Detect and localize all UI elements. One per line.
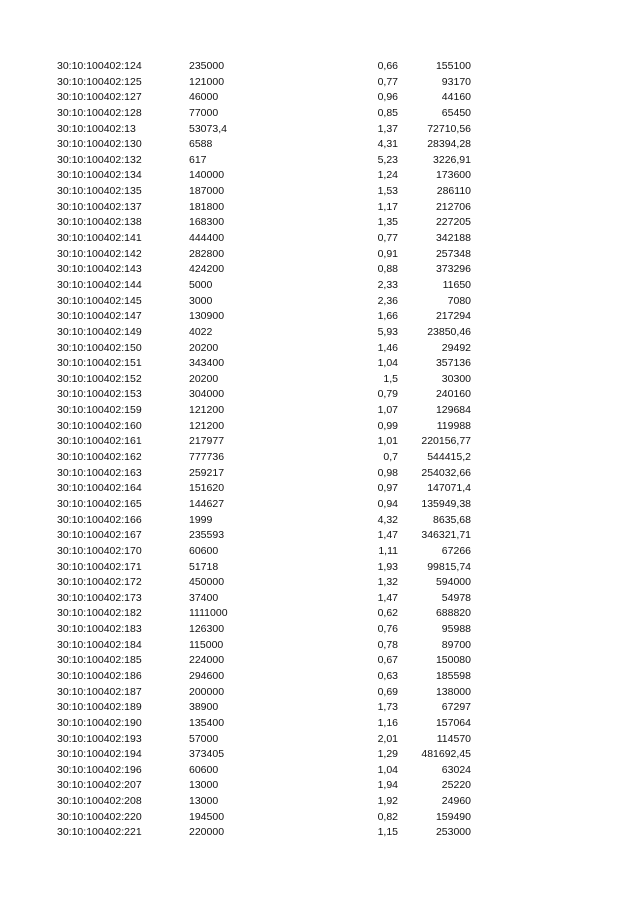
value-cell: 13000 — [189, 779, 219, 792]
table-row — [0, 513, 640, 529]
cadastral-number-cell: 30:10:100402:165 — [57, 497, 142, 510]
value-cell: 20200 — [189, 372, 219, 385]
table-row — [0, 528, 640, 544]
ratio-cell: 0,97 — [377, 482, 398, 495]
table-row — [0, 200, 640, 216]
table-row — [0, 341, 640, 357]
value-cell: 259217 — [189, 466, 225, 479]
value-cell: 121000 — [189, 75, 225, 88]
cadastral-number-cell: 30:10:100402:183 — [57, 623, 142, 636]
cadastral-number-cell: 30:10:100402:124 — [57, 60, 142, 72]
result-cell: 155100 — [435, 60, 471, 72]
value-cell: 194500 — [189, 810, 225, 823]
ratio-cell: 1,47 — [377, 591, 398, 604]
result-cell: 481692,45 — [421, 748, 471, 761]
table-row — [0, 778, 640, 794]
cadastral-number-cell: 30:10:100402:128 — [57, 106, 142, 119]
result-cell: 65450 — [441, 106, 471, 119]
cadastral-number-cell: 30:10:100402:184 — [57, 638, 142, 651]
ratio-cell: 0,78 — [377, 638, 398, 651]
cadastral-number-cell: 30:10:100402:127 — [57, 91, 142, 104]
value-cell: 115000 — [189, 638, 224, 651]
result-cell: 373296 — [435, 263, 471, 276]
table-row — [0, 575, 640, 591]
cadastral-number-cell: 30:10:100402:171 — [57, 560, 142, 573]
ratio-cell: 0,69 — [377, 685, 398, 698]
table-row — [0, 732, 640, 748]
table-row — [0, 231, 640, 247]
result-cell: 54978 — [441, 591, 471, 604]
table-row — [0, 669, 640, 685]
table-row — [0, 716, 640, 732]
value-cell: 168300 — [189, 216, 225, 229]
result-cell: 227205 — [435, 216, 471, 229]
ratio-cell: 1,04 — [377, 357, 398, 370]
table-row — [0, 262, 640, 278]
ratio-cell: 0,63 — [377, 669, 398, 682]
ratio-cell: 1,53 — [377, 185, 398, 198]
value-cell: 60600 — [189, 544, 219, 557]
ratio-cell: 1,24 — [377, 169, 398, 182]
result-cell: 28394,28 — [427, 138, 471, 151]
ratio-cell: 1,15 — [377, 826, 398, 839]
ratio-cell: 0,85 — [377, 106, 398, 119]
cadastral-number-cell: 30:10:100402:193 — [57, 732, 142, 745]
cadastral-number-cell: 30:10:100402:134 — [57, 169, 142, 182]
ratio-cell: 0,62 — [377, 607, 398, 620]
table-row — [0, 137, 640, 153]
cadastral-number-cell: 30:10:100402:166 — [57, 513, 142, 526]
table-row — [0, 810, 640, 826]
value-cell: 144627 — [189, 497, 225, 510]
ratio-cell: 1,32 — [377, 576, 398, 589]
cadastral-number-cell: 30:10:100402:189 — [57, 701, 142, 714]
ratio-cell: 0,76 — [377, 623, 398, 636]
cadastral-number-cell: 30:10:100402:160 — [57, 419, 142, 432]
ratio-cell: 5,93 — [377, 325, 398, 338]
table-row — [0, 685, 640, 701]
table-row — [0, 122, 640, 138]
result-cell: 240160 — [435, 388, 471, 401]
table-row — [0, 450, 640, 466]
result-cell: 114570 — [436, 732, 471, 745]
ratio-cell: 1,66 — [377, 310, 398, 323]
table-row — [0, 560, 640, 576]
ratio-cell: 1,35 — [377, 216, 398, 229]
ratio-cell: 0,67 — [377, 654, 398, 667]
result-cell: 24960 — [441, 795, 471, 808]
table-row — [0, 825, 640, 841]
value-cell: 294600 — [189, 669, 225, 682]
ratio-cell: 0,99 — [377, 419, 398, 432]
cadastral-number-cell: 30:10:100402:220 — [57, 810, 142, 823]
ratio-cell: 0,77 — [377, 75, 398, 88]
result-cell: 138000 — [435, 685, 471, 698]
cadastral-number-cell: 30:10:100402:145 — [57, 294, 142, 307]
ratio-cell: 1,92 — [377, 795, 398, 808]
value-cell: 217977 — [189, 435, 225, 448]
table-row — [0, 794, 640, 810]
result-cell: 93170 — [441, 75, 471, 88]
cadastral-number-cell: 30:10:100402:173 — [57, 591, 142, 604]
result-cell: 30300 — [441, 372, 471, 385]
table-row — [0, 184, 640, 200]
cadastral-number-cell: 30:10:100402:132 — [57, 153, 142, 166]
cadastral-number-cell: 30:10:100402:150 — [57, 341, 142, 354]
ratio-cell: 0,94 — [377, 497, 398, 510]
value-cell: 1999 — [189, 513, 213, 526]
cadastral-number-cell: 30:10:100402:190 — [57, 716, 142, 729]
cadastral-number-cell: 30:10:100402:186 — [57, 669, 142, 682]
cadastral-number-cell: 30:10:100402:163 — [57, 466, 142, 479]
table-row — [0, 481, 640, 497]
result-cell: 346321,71 — [421, 529, 471, 542]
value-cell: 121200 — [189, 419, 225, 432]
value-cell: 53073,4 — [189, 122, 227, 135]
cadastral-number-cell: 30:10:100402:182 — [57, 607, 142, 620]
value-cell: 20200 — [189, 341, 219, 354]
ratio-cell: 1,93 — [377, 560, 398, 573]
value-cell: 5000 — [189, 278, 213, 291]
result-cell: 25220 — [441, 779, 471, 792]
cadastral-number-cell: 30:10:100402:221 — [57, 826, 142, 839]
table-row — [0, 544, 640, 560]
result-cell: 544415,2 — [427, 451, 471, 464]
value-cell: 57000 — [189, 732, 219, 745]
ratio-cell: 1,01 — [377, 435, 398, 448]
result-cell: 688820 — [435, 607, 471, 620]
result-cell: 72710,56 — [427, 122, 471, 135]
cadastral-number-cell: 30:10:100402:144 — [57, 278, 142, 291]
ratio-cell: 2,01 — [377, 732, 398, 745]
table-row — [0, 90, 640, 106]
result-cell: 29492 — [441, 341, 471, 354]
result-cell: 147071,4 — [427, 482, 471, 495]
cadastral-number-cell: 30:10:100402:138 — [57, 216, 142, 229]
table-row — [0, 653, 640, 669]
result-cell: 129684 — [435, 404, 471, 417]
value-cell: 200000 — [189, 685, 225, 698]
result-cell: 286110 — [436, 185, 471, 198]
table-row — [0, 638, 640, 654]
ratio-cell: 5,23 — [377, 153, 398, 166]
result-cell: 185598 — [435, 669, 471, 682]
value-cell: 13000 — [189, 795, 219, 808]
cadastral-number-cell: 30:10:100402:194 — [57, 748, 142, 761]
result-cell: 357136 — [435, 357, 471, 370]
ratio-cell: 1,37 — [377, 122, 398, 135]
value-cell: 444400 — [189, 232, 225, 245]
result-cell: 157064 — [435, 716, 471, 729]
value-cell: 777736 — [189, 451, 225, 464]
table-row — [0, 591, 640, 607]
cadastral-number-cell: 30:10:100402:170 — [57, 544, 142, 557]
value-cell: 135400 — [189, 716, 225, 729]
ratio-cell: 1,94 — [377, 779, 398, 792]
table-row — [0, 75, 640, 91]
spreadsheet-table — [0, 59, 640, 841]
cadastral-number-cell: 30:10:100402:147 — [57, 310, 142, 323]
ratio-cell: 1,5 — [383, 372, 398, 385]
ratio-cell: 1,73 — [377, 701, 398, 714]
result-cell: 342188 — [435, 232, 471, 245]
ratio-cell: 1,11 — [378, 544, 398, 557]
ratio-cell: 0,7 — [383, 451, 398, 464]
table-row — [0, 434, 640, 450]
ratio-cell: 1,07 — [377, 404, 398, 417]
value-cell: 51718 — [189, 560, 219, 573]
cadastral-number-cell: 30:10:100402:151 — [57, 357, 142, 370]
value-cell: 181800 — [189, 200, 225, 213]
result-cell: 212706 — [435, 200, 471, 213]
value-cell: 235000 — [189, 60, 225, 72]
ratio-cell: 0,88 — [377, 263, 398, 276]
value-cell: 3000 — [189, 294, 213, 307]
cadastral-number-cell: 30:10:100402:141 — [57, 232, 142, 245]
value-cell: 130900 — [189, 310, 225, 323]
ratio-cell: 0,91 — [377, 247, 398, 260]
result-cell: 23850,46 — [427, 325, 471, 338]
ratio-cell: 2,36 — [377, 294, 398, 307]
value-cell: 187000 — [189, 185, 225, 198]
table-row — [0, 59, 640, 75]
table-row — [0, 700, 640, 716]
value-cell: 46000 — [189, 91, 219, 104]
cadastral-number-cell: 30:10:100402:135 — [57, 185, 142, 198]
cadastral-number-cell: 30:10:100402:164 — [57, 482, 142, 495]
value-cell: 77000 — [189, 106, 219, 119]
result-cell: 7080 — [447, 294, 471, 307]
result-cell: 150080 — [435, 654, 471, 667]
value-cell: 121200 — [189, 404, 225, 417]
ratio-cell: 0,77 — [377, 232, 398, 245]
cadastral-number-cell: 30:10:100402:125 — [57, 75, 142, 88]
table-row — [0, 419, 640, 435]
cadastral-number-cell: 30:10:100402:196 — [57, 763, 142, 776]
result-cell: 8635,68 — [433, 513, 471, 526]
result-cell: 67297 — [441, 701, 471, 714]
value-cell: 60600 — [189, 763, 219, 776]
table-row — [0, 356, 640, 372]
cadastral-number-cell: 30:10:100402:13 — [57, 122, 136, 135]
ratio-cell: 0,96 — [377, 91, 398, 104]
cadastral-number-cell: 30:10:100402:142 — [57, 247, 142, 260]
value-cell: 450000 — [189, 576, 225, 589]
cadastral-number-cell: 30:10:100402:162 — [57, 451, 142, 464]
ratio-cell: 1,29 — [377, 748, 398, 761]
ratio-cell: 0,82 — [377, 810, 398, 823]
result-cell: 253000 — [435, 826, 471, 839]
table-row — [0, 247, 640, 263]
value-cell: 4022 — [189, 325, 213, 338]
cadastral-number-cell: 30:10:100402:130 — [57, 138, 142, 151]
value-cell: 304000 — [189, 388, 225, 401]
value-cell: 235593 — [189, 529, 225, 542]
result-cell: 594000 — [435, 576, 471, 589]
table-row — [0, 372, 640, 388]
table-row — [0, 622, 640, 638]
ratio-cell: 4,32 — [377, 513, 398, 526]
value-cell: 617 — [189, 153, 207, 166]
cadastral-number-cell: 30:10:100402:143 — [57, 263, 142, 276]
table-row — [0, 106, 640, 122]
table-row — [0, 294, 640, 310]
result-cell: 257348 — [435, 247, 471, 260]
table-row — [0, 606, 640, 622]
cadastral-number-cell: 30:10:100402:187 — [57, 685, 142, 698]
value-cell: 220000 — [189, 826, 225, 839]
ratio-cell: 1,04 — [377, 763, 398, 776]
cadastral-number-cell: 30:10:100402:208 — [57, 795, 142, 808]
result-cell: 89700 — [441, 638, 471, 651]
result-cell: 220156,77 — [421, 435, 471, 448]
table-row — [0, 325, 640, 341]
value-cell: 343400 — [189, 357, 225, 370]
table-row — [0, 747, 640, 763]
result-cell: 67266 — [441, 544, 471, 557]
table-row — [0, 763, 640, 779]
table-row — [0, 168, 640, 184]
result-cell: 3226,91 — [433, 153, 471, 166]
table-row — [0, 497, 640, 513]
ratio-cell: 0,79 — [377, 388, 398, 401]
ratio-cell: 1,16 — [377, 716, 398, 729]
result-cell: 254032,66 — [421, 466, 471, 479]
value-cell: 140000 — [189, 169, 225, 182]
result-cell: 119988 — [436, 419, 471, 432]
result-cell: 95988 — [441, 623, 471, 636]
cadastral-number-cell: 30:10:100402:159 — [57, 404, 142, 417]
table-row — [0, 215, 640, 231]
result-cell: 44160 — [441, 91, 471, 104]
cadastral-number-cell: 30:10:100402:149 — [57, 325, 142, 338]
result-cell: 173600 — [435, 169, 471, 182]
value-cell: 373405 — [189, 748, 225, 761]
ratio-cell: 1,47 — [377, 529, 398, 542]
ratio-cell: 2,33 — [377, 278, 398, 291]
value-cell: 151620 — [189, 482, 225, 495]
value-cell: 6588 — [189, 138, 213, 151]
ratio-cell: 4,31 — [377, 138, 398, 151]
value-cell: 224000 — [189, 654, 225, 667]
cadastral-number-cell: 30:10:100402:172 — [57, 576, 142, 589]
table-row — [0, 387, 640, 403]
value-cell: 38900 — [189, 701, 219, 714]
ratio-cell: 0,66 — [377, 60, 398, 72]
table-row — [0, 466, 640, 482]
ratio-cell: 1,17 — [377, 200, 398, 213]
cadastral-number-cell: 30:10:100402:167 — [57, 529, 142, 542]
ratio-cell: 1,46 — [377, 341, 398, 354]
result-cell: 159490 — [435, 810, 471, 823]
table-row — [0, 153, 640, 169]
table-row — [0, 309, 640, 325]
value-cell: 126300 — [189, 623, 225, 636]
cadastral-number-cell: 30:10:100402:153 — [57, 388, 142, 401]
result-cell: 217294 — [435, 310, 471, 323]
cadastral-number-cell: 30:10:100402:207 — [57, 779, 142, 792]
value-cell: 282800 — [189, 247, 225, 260]
cadastral-number-cell: 30:10:100402:185 — [57, 654, 142, 667]
table-row — [0, 278, 640, 294]
result-cell: 11650 — [442, 278, 471, 291]
result-cell: 99815,74 — [427, 560, 471, 573]
table-row — [0, 403, 640, 419]
value-cell: 1111000 — [189, 607, 228, 620]
cadastral-number-cell: 30:10:100402:137 — [57, 200, 142, 213]
result-cell: 63024 — [441, 763, 471, 776]
cadastral-number-cell: 30:10:100402:152 — [57, 372, 142, 385]
ratio-cell: 0,98 — [377, 466, 398, 479]
result-cell: 135949,38 — [421, 497, 471, 510]
cadastral-number-cell: 30:10:100402:161 — [57, 435, 142, 448]
value-cell: 37400 — [189, 591, 219, 604]
value-cell: 424200 — [189, 263, 225, 276]
